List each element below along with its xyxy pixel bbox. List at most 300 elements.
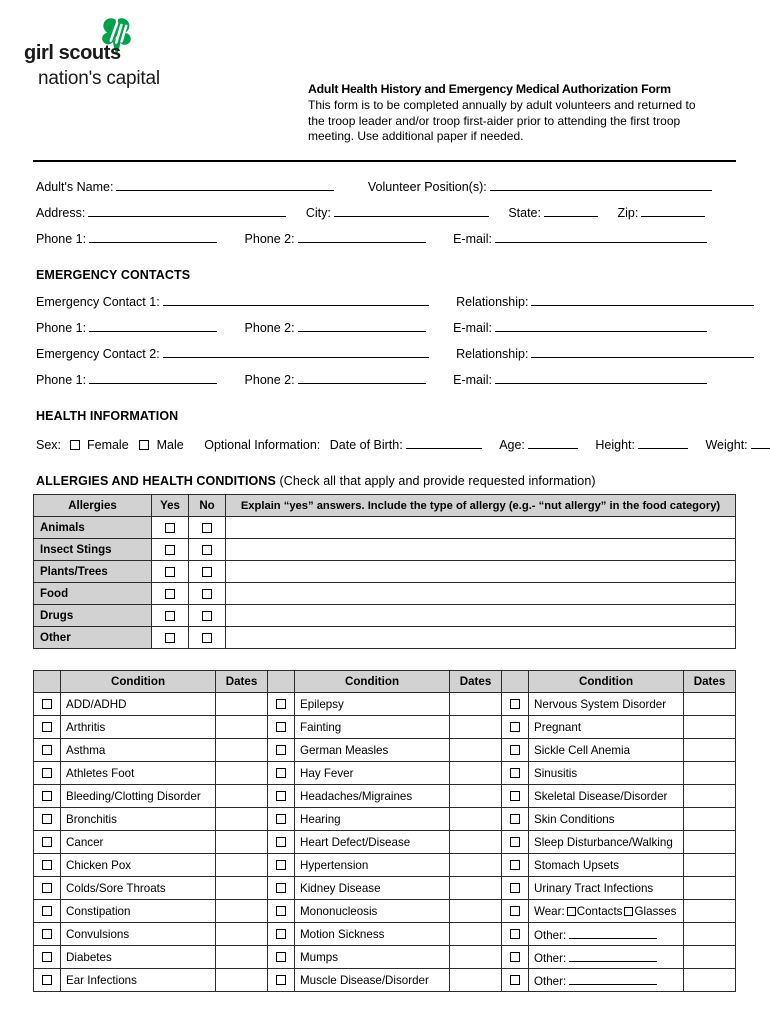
condition-check-cell[interactable] [34,693,61,716]
condition-check-cell[interactable] [502,831,529,854]
allergy-no-cell[interactable] [189,539,226,561]
condition-checkbox[interactable] [42,722,52,732]
condition-dates-cell[interactable] [450,854,502,877]
condition-checkbox[interactable] [42,975,52,985]
conditions-header-dates-3: Dates [684,671,736,693]
allergy-explain-cell[interactable] [226,561,736,583]
condition-dates-cell[interactable] [450,877,502,900]
ec2-email-input[interactable] [495,371,707,384]
field-relationship-1[interactable] [456,293,754,309]
allergy-no-checkbox[interactable] [202,589,212,599]
field-volunteer-position[interactable] [368,178,712,194]
conditions-table-header-row [34,671,736,693]
condition-checkbox[interactable] [276,722,286,732]
condition-check-cell[interactable] [34,969,61,992]
condition-check-cell[interactable] [502,739,529,762]
allergies-heading-text: ALLERGIES AND HEALTH CONDITIONS [36,474,276,488]
table-row [34,969,736,992]
condition-dates-cell[interactable] [450,969,502,992]
conditions-header-check-1 [34,671,61,693]
row-address [36,204,736,230]
condition-dates-cell[interactable] [450,785,502,808]
field-phone-2[interactable] [245,230,426,246]
condition-checkbox[interactable] [276,791,286,801]
condition-check-cell[interactable] [268,785,295,808]
condition-checkbox[interactable] [510,699,520,709]
condition-dates-cell[interactable] [450,831,502,854]
condition-dates-cell[interactable] [684,808,736,831]
emergency-contact-2-label: Emergency Contact 2: [36,347,160,361]
allergy-name: Food [34,583,152,605]
condition-dates-cell[interactable] [450,762,502,785]
relationship-2-input[interactable] [531,345,754,358]
condition-check-cell[interactable] [268,739,295,762]
condition-dates-cell[interactable] [684,716,736,739]
condition-label: Arthritis [61,716,216,739]
condition-checkbox[interactable] [510,745,520,755]
condition-check-cell[interactable] [34,739,61,762]
instruction-line-1: This form is to be completed annually by adult volunteers and returned to [308,98,696,112]
ec2-phone-1-label: Phone 1: [36,373,87,387]
condition-checkbox[interactable] [42,699,52,709]
condition-label: Hearing [295,808,450,831]
condition-dates-cell[interactable] [684,854,736,877]
instruction-line-3: meeting. Use additional paper if needed. [308,129,524,143]
allergy-no-checkbox[interactable] [202,523,212,533]
other-input[interactable] [569,950,657,962]
table-row [34,854,736,877]
other-label: Other: [534,974,567,988]
allergy-no-cell[interactable] [189,583,226,605]
age-label: Age: [499,438,525,452]
condition-dates-cell[interactable] [216,808,268,831]
ec2-phone-2-label: Phone 2: [244,373,295,387]
field-emergency-contact-2[interactable] [36,345,429,361]
allergy-no-checkbox[interactable] [202,633,212,643]
condition-dates-cell[interactable] [216,762,268,785]
condition-dates-cell[interactable] [216,785,268,808]
allergy-no-cell[interactable] [189,517,226,539]
condition-check-cell[interactable] [34,900,61,923]
condition-dates-cell[interactable] [216,693,268,716]
condition-label: Bleeding/Clotting Disorder [61,785,216,808]
condition-dates-cell[interactable] [216,716,268,739]
weight-input[interactable] [751,436,770,449]
date-of-birth-input[interactable] [406,436,482,449]
conditions-header-check-3 [502,671,529,693]
wear-glasses-checkbox[interactable] [624,907,633,916]
allergy-yes-checkbox[interactable] [165,523,175,533]
condition-dates-cell[interactable] [450,739,502,762]
table-row [34,785,736,808]
condition-check-cell[interactable] [502,877,529,900]
condition-check-cell[interactable] [502,808,529,831]
date-of-birth-label: Date of Birth: [329,438,403,452]
allergy-no-cell[interactable] [189,605,226,627]
allergy-explain-cell[interactable] [226,605,736,627]
emergency-contact-2-input[interactable] [163,345,429,358]
ec1-email-label: E-mail: [453,321,492,335]
condition-label: Muscle Disease/Disorder [295,969,450,992]
condition-check-cell[interactable] [34,716,61,739]
condition-check-cell[interactable] [502,969,529,992]
condition-checkbox[interactable] [42,906,52,916]
ec1-email-input[interactable] [495,319,707,332]
allergy-yes-checkbox[interactable] [165,589,175,599]
field-ec1-phone-2[interactable] [245,319,426,335]
condition-other-row [529,969,684,992]
age-input[interactable] [528,436,578,449]
city-input[interactable] [334,204,489,217]
instruction-line-2: the troop leader and/or troop first-aider prior to attending the first troop [308,113,681,128]
phone-2-input[interactable] [298,230,426,243]
condition-dates-cell[interactable] [216,854,268,877]
condition-check-cell[interactable] [268,762,295,785]
condition-dates-cell[interactable] [450,693,502,716]
condition-check-cell[interactable] [502,785,529,808]
sex-label: Sex: [36,438,62,452]
state-label: State: [508,206,541,220]
field-relationship-2[interactable] [456,345,754,361]
condition-check-cell[interactable] [268,877,295,900]
state-input[interactable] [544,204,598,217]
condition-checkbox[interactable] [510,975,520,985]
allergy-name: Drugs [34,605,152,627]
condition-check-cell[interactable] [34,785,61,808]
condition-checkbox[interactable] [276,745,286,755]
row-phone-email [36,230,736,256]
condition-checkbox[interactable] [42,768,52,778]
condition-checkbox[interactable] [510,952,520,962]
allergies-table-header-row [34,495,736,517]
condition-check-cell[interactable] [502,854,529,877]
phone-1-label: Phone 1: [36,232,87,246]
ec1-phone-2-input[interactable] [298,319,426,332]
condition-checkbox[interactable] [510,722,520,732]
condition-dates-cell[interactable] [684,900,736,923]
condition-checkbox[interactable] [510,906,520,916]
condition-dates-cell[interactable] [684,762,736,785]
condition-checkbox[interactable] [276,860,286,870]
condition-check-cell[interactable] [268,716,295,739]
zip-input[interactable] [641,204,705,217]
optional-information-label: Optional Information: [204,438,321,452]
sex-female-checkbox[interactable] [70,440,80,450]
allergy-yes-cell[interactable] [152,517,189,539]
field-ec1-phone-1[interactable] [36,319,217,335]
table-row [34,923,736,946]
allergy-no-cell[interactable] [189,627,226,649]
field-state[interactable] [508,204,598,220]
allergy-yes-cell[interactable] [152,605,189,627]
condition-checkbox[interactable] [42,860,52,870]
height-input[interactable] [638,436,688,449]
condition-label: ADD/ADHD [61,693,216,716]
allergies-heading-note: (Check all that apply and provide requested information) [279,474,596,488]
form-instructions [308,98,740,145]
condition-label: Sleep Disturbance/Walking [529,831,684,854]
allergy-explain-cell[interactable] [226,627,736,649]
allergies-header-yes: Yes [152,495,189,517]
condition-dates-cell[interactable] [450,946,502,969]
ec2-email-label: E-mail: [453,373,492,387]
table-row [34,605,736,627]
field-city[interactable] [306,204,489,220]
relationship-2-label: Relationship: [456,347,529,361]
email-label: E-mail: [453,232,492,246]
condition-check-cell[interactable] [268,808,295,831]
address-label: Address: [36,206,86,220]
health-information-heading: HEALTH INFORMATION [36,409,179,423]
row-emergency-2-phones [36,371,736,397]
condition-label: Mumps [295,946,450,969]
phone-1-input[interactable] [89,230,217,243]
field-age[interactable] [499,436,578,452]
condition-wear-row [529,900,684,923]
table-row [34,946,736,969]
condition-check-cell[interactable] [502,693,529,716]
adults-name-input[interactable] [116,178,334,191]
allergy-no-cell[interactable] [189,561,226,583]
condition-label: Asthma [61,739,216,762]
condition-dates-cell[interactable] [216,900,268,923]
wear-contacts-label: Contacts [576,904,623,918]
email-input[interactable] [495,230,707,243]
condition-check-cell[interactable] [34,808,61,831]
condition-dates-cell[interactable] [684,946,736,969]
field-date-of-birth[interactable] [330,436,482,452]
conditions-header-check-2 [268,671,295,693]
table-row [34,517,736,539]
condition-dates-cell[interactable] [450,900,502,923]
address-input[interactable] [88,204,286,217]
row-emergency-contact-1 [36,293,736,319]
condition-dates-cell[interactable] [216,946,268,969]
field-ec2-email[interactable] [453,371,707,387]
condition-dates-cell[interactable] [450,923,502,946]
condition-label: Motion Sickness [295,923,450,946]
condition-checkbox[interactable] [276,814,286,824]
condition-label: Hypertension [295,854,450,877]
field-address[interactable] [36,204,286,220]
allergy-no-checkbox[interactable] [202,611,212,621]
sex-male-checkbox[interactable] [139,440,149,450]
row-sex-and-optional [36,436,748,462]
emergency-contacts-heading: EMERGENCY CONTACTS [36,268,191,282]
allergy-yes-checkbox[interactable] [165,567,175,577]
condition-check-cell[interactable] [34,831,61,854]
condition-dates-cell[interactable] [450,808,502,831]
condition-dates-cell[interactable] [684,877,736,900]
table-row [34,808,736,831]
condition-checkbox[interactable] [510,860,520,870]
condition-dates-cell[interactable] [216,923,268,946]
condition-checkbox[interactable] [42,929,52,939]
condition-checkbox[interactable] [42,952,52,962]
condition-checkbox[interactable] [276,699,286,709]
condition-check-cell[interactable] [34,946,61,969]
condition-label: Ear Infections [61,969,216,992]
other-input[interactable] [569,973,657,985]
field-ec1-email[interactable] [453,319,707,335]
condition-label: Heart Defect/Disease [295,831,450,854]
condition-checkbox[interactable] [276,929,286,939]
condition-dates-cell[interactable] [216,739,268,762]
city-label: City: [305,206,331,220]
condition-check-cell[interactable] [502,762,529,785]
header-divider [33,160,736,162]
allergy-explain-cell[interactable] [226,539,736,561]
table-row [34,583,736,605]
field-ec2-phone-2[interactable] [245,371,426,387]
field-email[interactable] [453,230,707,246]
condition-checkbox[interactable] [42,791,52,801]
condition-dates-cell[interactable] [450,716,502,739]
table-row [34,877,736,900]
volunteer-position-input[interactable] [490,178,712,191]
volunteer-position-label: Volunteer Position(s): [367,180,487,194]
allergy-explain-cell[interactable] [226,517,736,539]
condition-dates-cell[interactable] [684,739,736,762]
allergy-yes-checkbox[interactable] [165,611,175,621]
condition-label: Convulsions [61,923,216,946]
condition-label: Nervous System Disorder [529,693,684,716]
emergency-contact-1-label: Emergency Contact 1: [36,295,160,309]
condition-checkbox[interactable] [276,906,286,916]
condition-dates-cell[interactable] [684,693,736,716]
condition-dates-cell[interactable] [684,785,736,808]
conditions-header-dates-1: Dates [216,671,268,693]
condition-checkbox[interactable] [510,883,520,893]
condition-label: Kidney Disease [295,877,450,900]
condition-label: Chicken Pox [61,854,216,877]
condition-label: Athletes Foot [61,762,216,785]
conditions-header-dates-2: Dates [450,671,502,693]
condition-checkbox[interactable] [510,837,520,847]
condition-checkbox[interactable] [510,768,520,778]
page-title: Adult Health History and Emergency Medical Authorization Form [308,82,671,96]
condition-dates-cell[interactable] [684,969,736,992]
condition-checkbox[interactable] [510,929,520,939]
condition-check-cell[interactable] [502,716,529,739]
allergies-header-allergies: Allergies [34,495,152,517]
field-height[interactable] [595,436,688,452]
field-phone-1[interactable] [36,230,217,246]
condition-dates-cell[interactable] [216,877,268,900]
condition-check-cell[interactable] [502,900,529,923]
condition-check-cell[interactable] [34,762,61,785]
condition-checkbox[interactable] [42,814,52,824]
condition-checkbox[interactable] [510,791,520,801]
allergy-no-checkbox[interactable] [202,545,212,555]
row-emergency-contact-2 [36,345,736,371]
condition-dates-cell[interactable] [216,969,268,992]
allergy-yes-checkbox[interactable] [165,633,175,643]
wear-contacts-checkbox[interactable] [567,907,576,916]
conditions-header-condition-2: Condition [295,671,450,693]
allergy-no-checkbox[interactable] [202,567,212,577]
condition-label: Epilepsy [295,693,450,716]
ec2-phone-1-input[interactable] [89,371,217,384]
table-row [34,627,736,649]
table-row [34,539,736,561]
allergy-yes-cell[interactable] [152,627,189,649]
form-body [36,178,748,488]
condition-label: Constipation [61,900,216,923]
condition-checkbox[interactable] [276,975,286,985]
condition-check-cell[interactable] [34,923,61,946]
sex-male-label: Male [156,438,184,452]
condition-checkbox[interactable] [276,883,286,893]
field-zip[interactable] [617,204,705,220]
allergy-yes-cell[interactable] [152,561,189,583]
other-label: Other: [534,928,567,942]
ec2-phone-2-input[interactable] [298,371,426,384]
zip-label: Zip: [617,206,639,220]
condition-check-cell[interactable] [502,946,529,969]
allergies-section-heading [36,474,736,488]
allergy-yes-cell[interactable] [152,583,189,605]
condition-checkbox[interactable] [276,952,286,962]
condition-checkbox[interactable] [42,837,52,847]
condition-checkbox[interactable] [276,768,286,778]
condition-check-cell[interactable] [268,923,295,946]
field-adults-name[interactable] [36,178,334,194]
condition-checkbox[interactable] [42,883,52,893]
condition-label: Urinary Tract Infections [529,877,684,900]
condition-check-cell[interactable] [268,900,295,923]
condition-check-cell[interactable] [268,854,295,877]
condition-dates-cell[interactable] [684,923,736,946]
allergy-yes-cell[interactable] [152,539,189,561]
condition-check-cell[interactable] [268,946,295,969]
allergy-name: Plants/Trees [34,561,152,583]
relationship-1-input[interactable] [531,293,754,306]
condition-check-cell[interactable] [502,923,529,946]
condition-checkbox[interactable] [276,837,286,847]
condition-check-cell[interactable] [268,693,295,716]
condition-label: Sickle Cell Anemia [529,739,684,762]
logo-line-1: girl scouts [24,42,121,64]
row-emergency-1-phones [36,319,736,345]
ec1-phone-1-input[interactable] [89,319,217,332]
condition-check-cell[interactable] [268,969,295,992]
wear-label: Wear: [534,904,565,918]
condition-check-cell[interactable] [34,854,61,877]
field-emergency-contact-1[interactable] [36,293,429,309]
field-ec2-phone-1[interactable] [36,371,217,387]
condition-dates-cell[interactable] [216,831,268,854]
emergency-contact-1-input[interactable] [163,293,429,306]
other-input[interactable] [569,927,657,939]
allergy-name: Insect Stings [34,539,152,561]
condition-check-cell[interactable] [268,831,295,854]
field-weight[interactable] [705,436,770,452]
table-row [34,831,736,854]
phone-2-label: Phone 2: [244,232,295,246]
condition-dates-cell[interactable] [684,831,736,854]
condition-checkbox[interactable] [42,745,52,755]
condition-label: Skeletal Disease/Disorder [529,785,684,808]
condition-label: German Measles [295,739,450,762]
allergy-explain-cell[interactable] [226,583,736,605]
condition-label: Pregnant [529,716,684,739]
condition-label: Fainting [295,716,450,739]
condition-check-cell[interactable] [34,877,61,900]
allergy-yes-checkbox[interactable] [165,545,175,555]
relationship-1-label: Relationship: [456,295,529,309]
condition-checkbox[interactable] [510,814,520,824]
